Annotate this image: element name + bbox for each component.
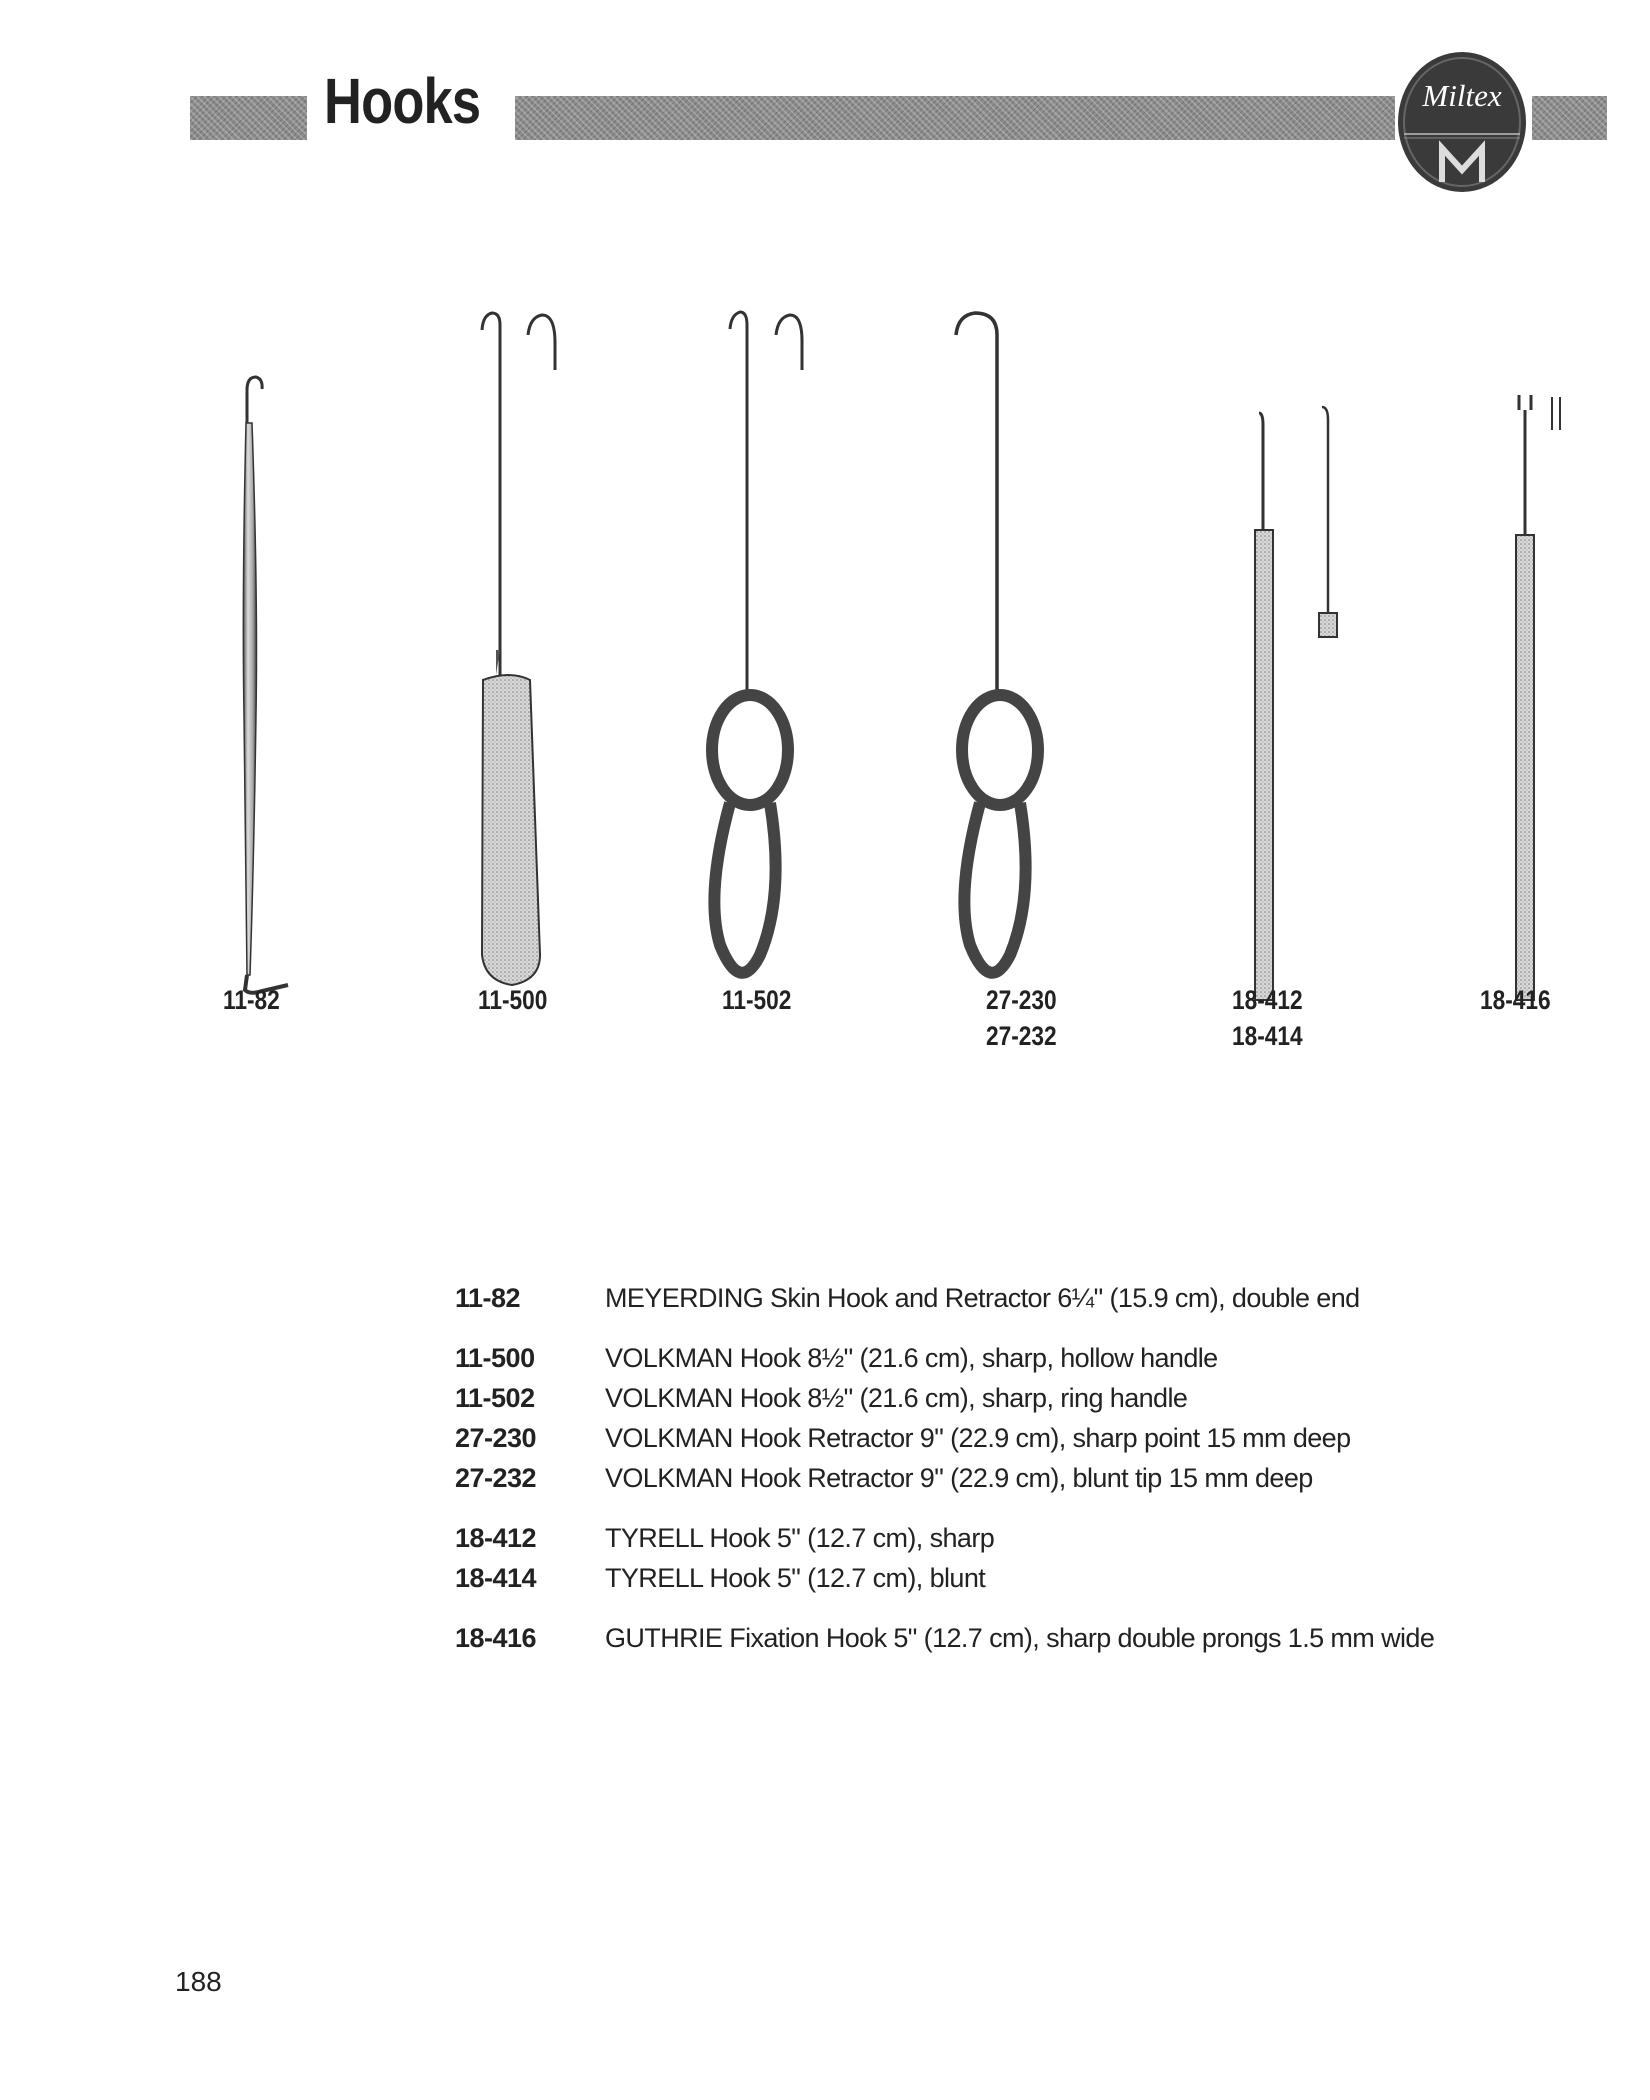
instrument-18-412 (1255, 407, 1337, 1000)
product-row (455, 1378, 1434, 1418)
brand-logo (1392, 48, 1532, 196)
product-row (455, 1458, 1434, 1498)
figure-label: 27-230 (986, 985, 1057, 1015)
figure-label: 18-412 (1232, 985, 1303, 1015)
product-description: VOLKMAN Hook 8½" (21.6 cm), sharp, ring handle (605, 1382, 1188, 1413)
product-description: VOLKMAN Hook Retractor 9" (22.9 cm), sharp point 15 mm deep (605, 1422, 1351, 1453)
figure-label: 11-500 (478, 985, 548, 1015)
header-bar-right (1532, 96, 1607, 140)
instrument-11-82 (243, 377, 288, 993)
product-code: 11-500 (455, 1342, 535, 1373)
figure-label: 18-416 (1480, 985, 1551, 1015)
instrument-11-500 (482, 313, 555, 985)
product-code: 11-82 (455, 1282, 521, 1313)
product-code: 18-416 (455, 1622, 537, 1653)
figure-label: 11-82 (223, 985, 280, 1015)
logo-wordmark: Miltex (1422, 78, 1502, 113)
product-code: 18-412 (455, 1522, 537, 1553)
product-list (455, 1278, 1434, 1658)
product-description: VOLKMAN Hook 8½" (21.6 cm), sharp, hollow handle (605, 1342, 1218, 1373)
product-row (455, 1418, 1434, 1458)
product-code: 18-414 (455, 1562, 537, 1593)
product-description: GUTHRIE Fixation Hook 5" (12.7 cm), sharp double prongs 1.5 mm wide (605, 1622, 1435, 1653)
logo-badge-icon (1392, 48, 1532, 196)
product-code: 27-232 (455, 1462, 537, 1493)
product-description: VOLKMAN Hook Retractor 9" (22.9 cm), blunt tip 15 mm deep (605, 1462, 1313, 1493)
header-bar-middle (515, 96, 1395, 140)
product-row (455, 1598, 1434, 1658)
header-bar-left (190, 96, 307, 140)
page-title: Hooks (324, 65, 481, 137)
product-description: TYRELL Hook 5" (12.7 cm), blunt (605, 1562, 986, 1593)
figure-label: 27-232 (986, 1021, 1057, 1051)
product-description: MEYERDING Skin Hook and Retractor 6¼" (15.9 cm), double end (605, 1282, 1360, 1313)
product-row (455, 1558, 1434, 1598)
product-code: 27-230 (455, 1422, 537, 1453)
figure-label: 18-414 (1232, 1021, 1303, 1051)
page-number: 188 (175, 1966, 222, 1997)
product-description: TYRELL Hook 5" (12.7 cm), sharp (605, 1522, 995, 1553)
instrument-11-502 (712, 312, 802, 973)
product-code: 11-502 (455, 1382, 535, 1413)
product-row (455, 1278, 1434, 1318)
instrument-18-416 (1516, 395, 1560, 1000)
figure-label: 11-502 (722, 985, 792, 1015)
instrument-27-230 (956, 313, 1038, 973)
product-row (455, 1318, 1434, 1378)
product-row (455, 1498, 1434, 1558)
instrument-illustrations (200, 295, 1620, 1015)
